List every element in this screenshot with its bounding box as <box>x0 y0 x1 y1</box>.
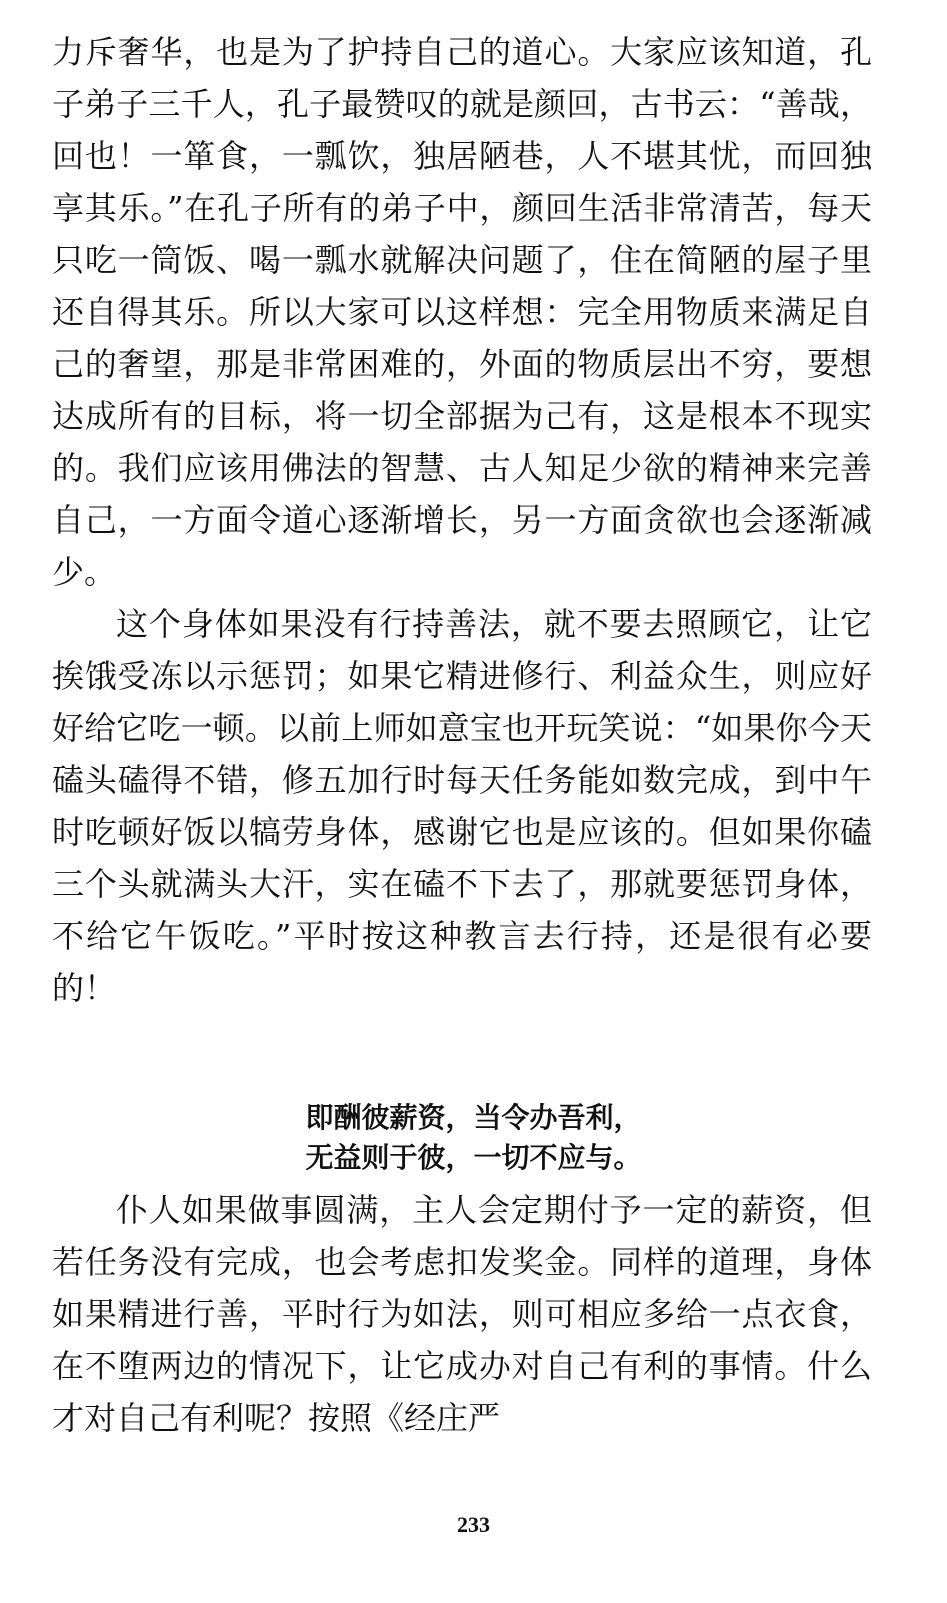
verse-quote <box>0 1098 947 1178</box>
paragraph-servant-wages: 仆人如果做事圆满，主人会定期付予一定的薪资，但若任务没有完成，也会考虑扣发奖金。同样的道理，身体如果精进行善，平时行为如法，则可相应多给一点衣食，在不堕两边的情况下，让它成办对自己有利的事情。什么才对自己有利呢？按照《经庄严 <box>52 1191 872 1437</box>
paragraph-continued: 力斥奢华，也是为了护持自己的道心。大家应该知道，孔子弟子三千人，孔子最赞叹的就是颜回，古书云：“善哉，回也！一箪食，一瓢饮，独居陋巷，人不堪其忧，而回独享其乐。”在孔子所有的弟子中，颜回生活非常清苦，每天只吃一筒饭、喝一瓢水就解决问题了，住在简陋的屋子里还自得其乐。所以大家可以这样想：完全用物质来满足自己的奢望，那是非常困难的，外面的物质层出不穷，要想达成所有的目标，将一切全部据为己有，这是根本不现实的。我们应该用佛法的智慧、古人知足少欲的精神来完善自己，一方面令道心逐渐增长，另一方面贪欲也会逐渐减少。 <box>52 33 872 591</box>
verse-line-2: 无益则于彼，一切不应与。 <box>305 1141 642 1174</box>
page-number: 233 <box>457 1512 490 1537</box>
verse-line-1: 即酬彼薪资，当令办吾利， <box>305 1101 642 1134</box>
bottom-text-block <box>52 1184 872 1444</box>
top-text-block <box>52 26 872 1014</box>
paragraph-body-discipline: 这个身体如果没有行持善法，就不要去照顾它，让它挨饿受冻以示惩罚；如果它精进修行、利益众生，则应好好给它吃一顿。以前上师如意宝也开玩笑说：“如果你今天磕头磕得不错，修五加行时每天任务能如数完成，到中午时吃顿好饭以犒劳身体，感谢它也是应该的。但如果你磕三个头就满头大汗，实在磕不下去了，那就要惩罚身体，不给它午饭吃。”平时按这种教言去行持，还是很有必要的！ <box>52 605 872 1007</box>
